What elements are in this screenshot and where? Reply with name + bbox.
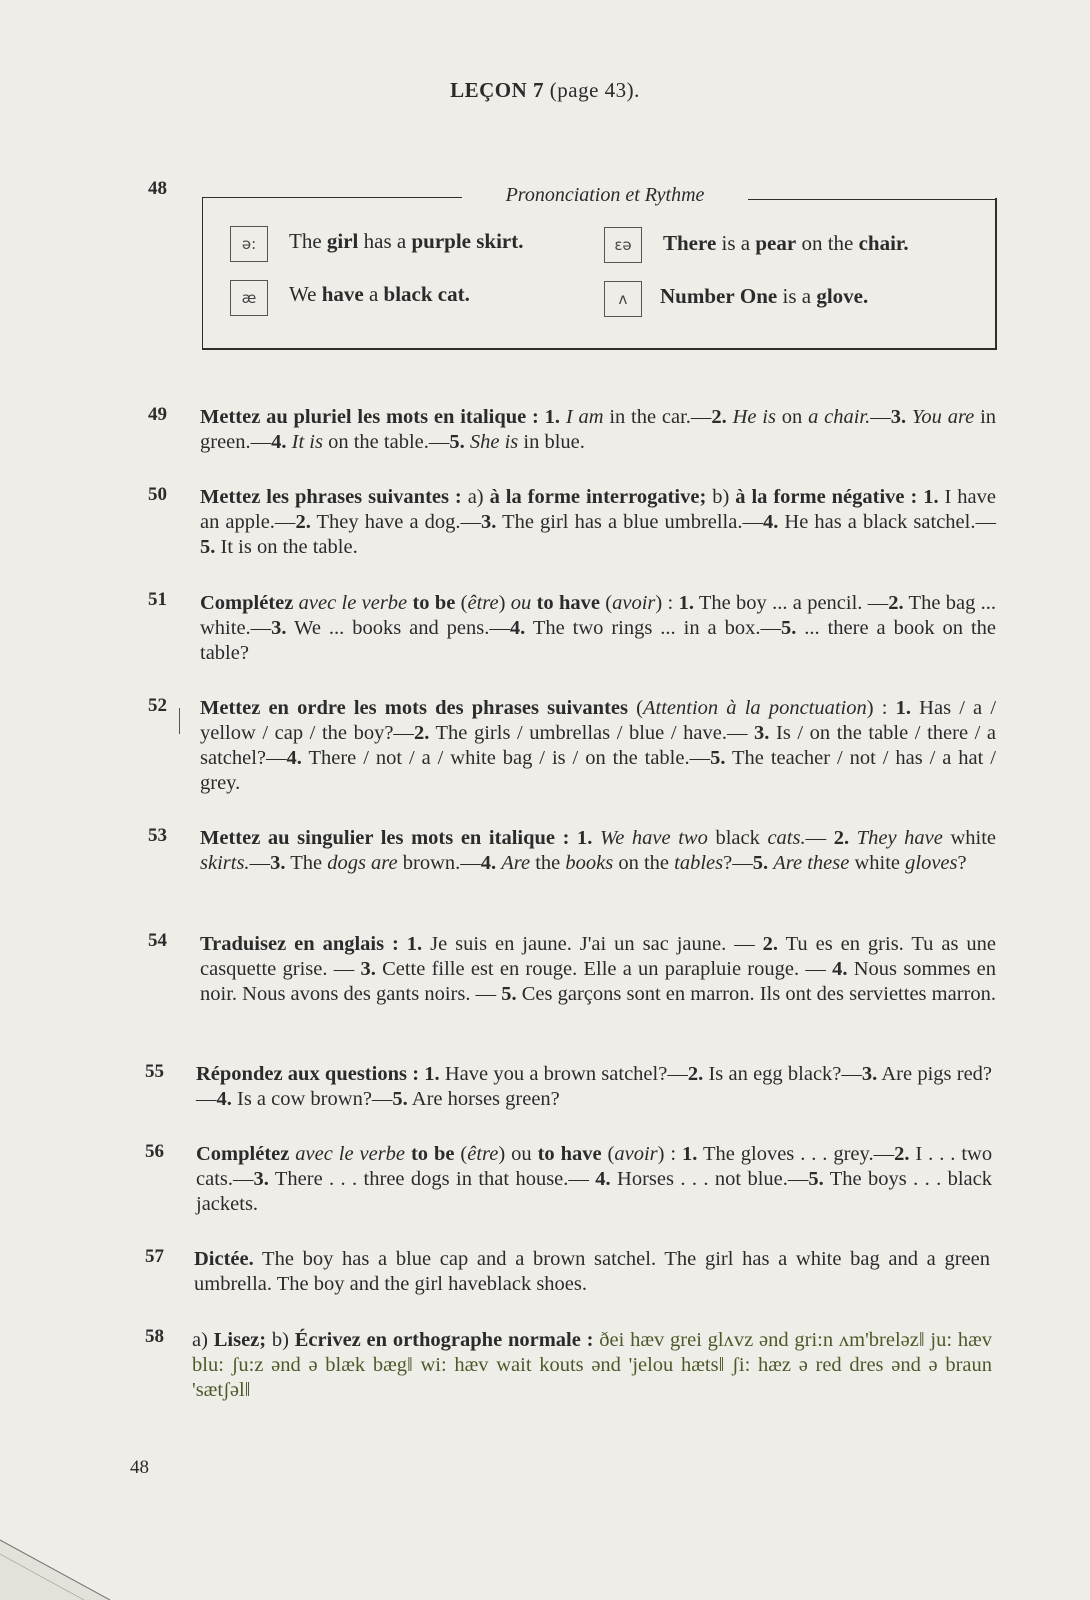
exercise-number: 50 bbox=[148, 484, 167, 505]
exercise-text: Traduisez en anglais : 1. Je suis en jaune. J'ai un sac jaune. — 2. Tu es en gris. Tu as une casquette grise. — 3. Cette fille est en rouge. Elle a un parapluie rouge. — 4. Nous sommes en noir. Nous avons des gants noirs. — 5. Ces garçons sont en marron. Ils ont des serviettes marron. bbox=[200, 933, 997, 1005]
exercise-text: Mettez les phrases suivantes : a) à la forme interrogative; b) à la forme négative : 1. I have an apple.—2. They have a dog.—3. The girl has a blue umbrella.—4. He has a black satchel.—5. It is on the table. bbox=[200, 486, 997, 558]
exercise-number: 54 bbox=[148, 930, 167, 951]
exercise-number: 52 bbox=[148, 695, 167, 716]
page-reference: (page 43). bbox=[549, 78, 640, 102]
box-caption: Prononciation et Rythme bbox=[505, 184, 705, 206]
phoneme-symbol: εə bbox=[604, 227, 642, 263]
exercise-number: 48 bbox=[148, 178, 167, 199]
phoneme-symbol: ə: bbox=[230, 226, 268, 262]
exercise-text: Mettez en ordre les mots des phrases suivantes (Attention à la ponctuation) : 1. Has / a / yellow / cap / the boy?—2. The girls / umbrellas / blue / have.— 3. Is / on the table / there / a satchel?—4. There / not / a / white bag / is / on the table.—5. The teacher / not / has / a hat / grey. bbox=[200, 697, 997, 794]
exercise-text: Mettez au singulier les mots en italique : 1. We have two black cats.— 2. They have white skirts.—3. The dogs are brown.—4. Are the books on the tables?—5. Are these white gloves? bbox=[200, 827, 997, 874]
lesson-label: LEÇON 7 bbox=[450, 78, 545, 102]
exercise-text: a) Lisez; b) Écrivez en orthographe normale : ðei hæv grei glʌvz ənd gri:n ʌm'breləz‖ ju: hæv blu: ʃu:z ənd ə blæk bæg‖ wi: hæv wait kouts ənd 'jelou hæts‖ ʃi: hæz ə red dres ənd ə braun 'sætʃəl‖ bbox=[192, 1329, 993, 1401]
page-number: 48 bbox=[130, 1457, 149, 1478]
exercise-number: 49 bbox=[148, 404, 167, 425]
exercise-number: 51 bbox=[148, 589, 167, 610]
exercise-text: Répondez aux questions : 1. Have you a brown satchel?—2. Is an egg black?—3. Are pigs red?—4. Is a cow brown?—5. Are horses green? bbox=[196, 1063, 993, 1110]
page-corner-fold bbox=[0, 1520, 120, 1600]
exercise-text: Complétez avec le verbe to be (être) ou to have (avoir) : 1. The gloves . . . grey.—2. I . . . two cats.—3. There . . . three dogs in that house.— 4. Horses . . . not blue.—5. The boys . . . black jackets. bbox=[196, 1143, 993, 1215]
exercise-number: 58 bbox=[145, 1326, 164, 1347]
exercise-number: 57 bbox=[145, 1246, 164, 1267]
phoneme-symbol: ʌ bbox=[604, 281, 642, 317]
pronunciation-sentence: The girl has a purple skirt. bbox=[289, 229, 524, 253]
pronunciation-sentence: There is a pear on the chair. bbox=[663, 231, 909, 255]
exercise-text: Dictée. The boy has a blue cap and a brown satchel. The girl has a white bag and a green umbrella. The boy and the girl haveblack shoes. bbox=[194, 1248, 990, 1295]
pronunciation-sentence: We have a black cat. bbox=[289, 282, 470, 306]
pronunciation-sentence: Number One is a glove. bbox=[660, 284, 869, 308]
phoneme-symbol: æ bbox=[230, 280, 268, 316]
pronunciation-box bbox=[202, 198, 997, 350]
exercise-number: 55 bbox=[145, 1061, 164, 1082]
exercise-text: Mettez au pluriel les mots en italique : 1. I am in the car.—2. He is on a chair.—3. You are in green.—4. It is on the table.—5. She is in blue. bbox=[200, 406, 997, 453]
page-title bbox=[0, 78, 1090, 103]
exercise-number: 56 bbox=[145, 1141, 164, 1162]
margin-bracket bbox=[179, 708, 183, 734]
exercise-number: 53 bbox=[148, 825, 167, 846]
exercise-text: Complétez avec le verbe to be (être) ou to have (avoir) : 1. The boy ... a pencil. —2. The bag ... white.—3. We ... books and pens.—4. The two rings ... in a box.—5. ... there a book on the table? bbox=[200, 592, 997, 664]
